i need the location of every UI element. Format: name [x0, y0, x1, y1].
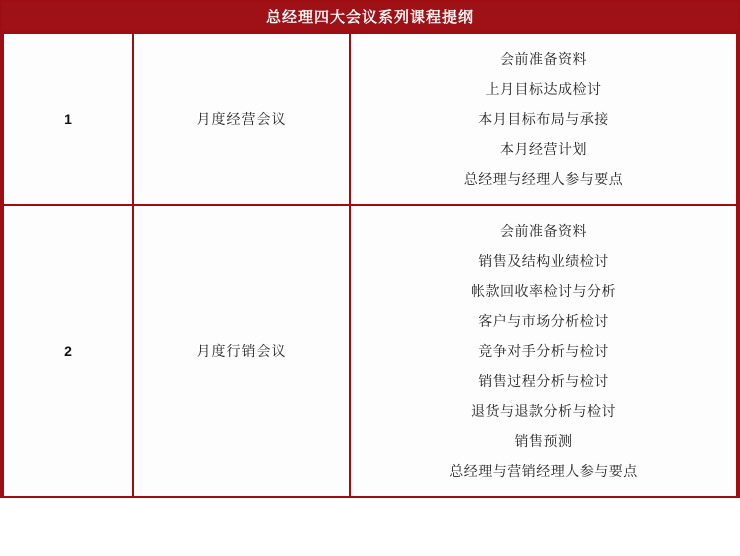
list-item: 销售过程分析与检讨 — [478, 373, 609, 389]
agenda-table — [2, 32, 738, 498]
list-item: 帐款回收率检讨与分析 — [471, 283, 616, 299]
table-row — [3, 205, 737, 497]
list-item: 竞争对手分析与检讨 — [478, 343, 609, 359]
list-item: 销售及结构业绩检讨 — [478, 253, 609, 269]
list-item: 总经理与营销经理人参与要点 — [449, 463, 638, 479]
list-item: 会前准备资料 — [500, 51, 587, 67]
meeting-name: 月度经营会议 — [133, 33, 350, 205]
row-number: 1 — [3, 33, 133, 205]
list-item: 总经理与经理人参与要点 — [463, 171, 624, 187]
table-row — [3, 33, 737, 205]
meeting-items — [350, 205, 737, 497]
list-item: 退货与退款分析与检讨 — [471, 403, 616, 419]
meeting-name: 月度行销会议 — [133, 205, 350, 497]
list-item: 客户与市场分析检讨 — [478, 313, 609, 329]
document-title: 总经理四大会议系列课程提纲 — [2, 0, 738, 32]
list-item: 会前准备资料 — [500, 223, 587, 239]
meeting-items — [350, 33, 737, 205]
list-item: 销售预测 — [514, 433, 573, 449]
list-item: 本月目标布局与承接 — [478, 111, 609, 127]
list-item: 本月经营计划 — [500, 141, 587, 157]
list-item: 上月目标达成检讨 — [485, 81, 602, 97]
row-number: 2 — [3, 205, 133, 497]
